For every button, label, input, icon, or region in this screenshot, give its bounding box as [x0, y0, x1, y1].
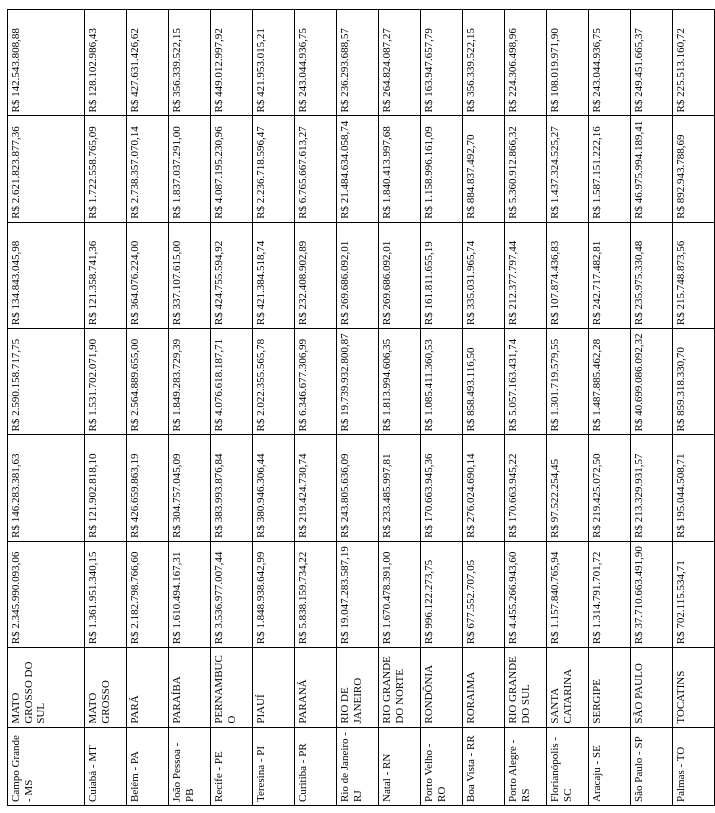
- value-cell-5: R$ 5.360.912.866,32: [505, 116, 547, 222]
- value-cell-2: R$ 380.946.306,44: [253, 435, 295, 541]
- state-cell: SERGIPE: [589, 648, 631, 727]
- state-cell: TOCATINS: [673, 648, 715, 727]
- value-cell-1: R$ 702.115.534,71: [673, 541, 715, 647]
- value-cell-2: R$ 243.805.636,09: [337, 435, 379, 541]
- table-row: [421, 10, 463, 806]
- value-cell-1: R$ 3.536.977.007,44: [211, 541, 253, 647]
- capital-cell: Teresina - PI: [253, 727, 295, 805]
- value-cell-5: R$ 2.738.357.070,14: [127, 116, 169, 222]
- value-cell-6: R$ 243.044.936,75: [589, 10, 631, 116]
- value-cell-6: R$ 128.102.986,43: [85, 10, 127, 116]
- table-row: [253, 10, 295, 806]
- value-cell-3: R$ 5.057.163.431,74: [505, 329, 547, 435]
- value-cell-5: R$ 892.943.788,69: [673, 116, 715, 222]
- state-cell: PARÁ: [127, 648, 169, 727]
- value-cell-2: R$ 146.283.381,63: [8, 435, 85, 541]
- value-cell-2: R$ 276.024.690,14: [463, 435, 505, 541]
- value-cell-1: R$ 2.345.990.093,06: [8, 541, 85, 647]
- capital-cell: Natal - RN: [379, 727, 421, 805]
- value-cell-6: R$ 224.306.498,96: [505, 10, 547, 116]
- table-body: [8, 10, 715, 806]
- value-cell-3: R$ 858.493.116,50: [463, 329, 505, 435]
- value-cell-5: R$ 46.975.994.189,41: [631, 116, 673, 222]
- value-cell-2: R$ 233.485.997,81: [379, 435, 421, 541]
- capital-cell: João Pessoa - PB: [169, 727, 211, 805]
- value-cell-3: R$ 1.849.283.729,39: [169, 329, 211, 435]
- table-row: [631, 10, 673, 806]
- value-cell-2: R$ 383.993.876,84: [211, 435, 253, 541]
- value-cell-1: R$ 1.610.494.167,31: [169, 541, 211, 647]
- value-cell-6: R$ 264.824.087,27: [379, 10, 421, 116]
- value-cell-3: R$ 40.699.086.092,32: [631, 329, 673, 435]
- state-cell: RORAIMA: [463, 648, 505, 727]
- municipal-finance-table: [7, 9, 715, 806]
- value-cell-5: R$ 6.765.667.613,27: [295, 116, 337, 222]
- value-cell-2: R$ 97.522.254,45: [547, 435, 589, 541]
- value-cell-4: R$ 107.874.436,83: [547, 222, 589, 328]
- value-cell-4: R$ 335.031.965,74: [463, 222, 505, 328]
- value-cell-1: R$ 996.122.273,75: [421, 541, 463, 647]
- value-cell-5: R$ 884.837.492,70: [463, 116, 505, 222]
- value-cell-3: R$ 2.564.889.655,00: [127, 329, 169, 435]
- capital-cell: Palmas - TO: [673, 727, 715, 805]
- value-cell-3: R$ 1.301.719.579,55: [547, 329, 589, 435]
- capital-cell: Porto Alegre - RS: [505, 727, 547, 805]
- value-cell-6: R$ 243.044.936,75: [295, 10, 337, 116]
- value-cell-4: R$ 161.811.655,19: [421, 222, 463, 328]
- value-cell-6: R$ 163.947.657,79: [421, 10, 463, 116]
- value-cell-2: R$ 304.757.045,09: [169, 435, 211, 541]
- value-cell-1: R$ 5.838.159.734,22: [295, 541, 337, 647]
- value-cell-6: R$ 449.012.997,92: [211, 10, 253, 116]
- value-cell-3: R$ 1.813.994.606,35: [379, 329, 421, 435]
- table-row: [505, 10, 547, 806]
- table-row: [8, 10, 85, 806]
- value-cell-5: R$ 4.087.195.230,96: [211, 116, 253, 222]
- table-row: [379, 10, 421, 806]
- value-cell-3: R$ 6.346.677.306,99: [295, 329, 337, 435]
- value-cell-2: R$ 219.425.072,50: [589, 435, 631, 541]
- value-cell-2: R$ 426.659.863,19: [127, 435, 169, 541]
- value-cell-6: R$ 249.451.665,37: [631, 10, 673, 116]
- table-row: [547, 10, 589, 806]
- capital-cell: Recife - PE: [211, 727, 253, 805]
- value-cell-4: R$ 235.975.330,48: [631, 222, 673, 328]
- value-cell-6: R$ 421.953.015,21: [253, 10, 295, 116]
- state-cell: RONDÔNIA: [421, 648, 463, 727]
- value-cell-6: R$ 427.631.426,62: [127, 10, 169, 116]
- value-cell-2: R$ 170.663.945,36: [421, 435, 463, 541]
- value-cell-3: R$ 859.318.330,70: [673, 329, 715, 435]
- value-cell-5: R$ 1.840.413.997,68: [379, 116, 421, 222]
- capital-cell: Porto Velho - RO: [421, 727, 463, 805]
- state-cell: PIAUÍ: [253, 648, 295, 727]
- table-row: [85, 10, 127, 806]
- capital-cell: Boa Vista - RR: [463, 727, 505, 805]
- value-cell-6: R$ 356.339.522,15: [169, 10, 211, 116]
- table-row: [337, 10, 379, 806]
- value-cell-1: R$ 677.552.707,05: [463, 541, 505, 647]
- value-cell-4: R$ 215.748.873,56: [673, 222, 715, 328]
- state-cell: RIO DE JANEIRO: [337, 648, 379, 727]
- value-cell-3: R$ 4.076.618.187,71: [211, 329, 253, 435]
- capital-cell: Rio de Janeiro - RJ: [337, 727, 379, 805]
- value-cell-6: R$ 356.339.522,15: [463, 10, 505, 116]
- state-cell: SANTA CATARINA: [547, 648, 589, 727]
- value-cell-6: R$ 108.019.971,90: [547, 10, 589, 116]
- value-cell-6: R$ 236.293.688,57: [337, 10, 379, 116]
- value-cell-5: R$ 1.437.324.525,27: [547, 116, 589, 222]
- state-cell: RIO GRANDE DO SUL: [505, 648, 547, 727]
- capital-cell: Campo Grande - MS: [8, 727, 85, 805]
- value-cell-4: R$ 269.686.092,01: [379, 222, 421, 328]
- state-cell: PARANÁ: [295, 648, 337, 727]
- table-row: [463, 10, 505, 806]
- capital-cell: Belém - PA: [127, 727, 169, 805]
- value-cell-4: R$ 337.107.615,00: [169, 222, 211, 328]
- capital-cell: Curitiba - PR: [295, 727, 337, 805]
- state-cell: MATO GROSSO DO SUL: [8, 648, 85, 727]
- value-cell-1: R$ 37.710.663.491,90: [631, 541, 673, 647]
- value-cell-4: R$ 424.755.594,92: [211, 222, 253, 328]
- capital-cell: Aracaju - SE: [589, 727, 631, 805]
- table-row: [169, 10, 211, 806]
- table-row: [211, 10, 253, 806]
- value-cell-1: R$ 4.455.266.943,60: [505, 541, 547, 647]
- table-row: [295, 10, 337, 806]
- value-cell-4: R$ 269.686.092,01: [337, 222, 379, 328]
- capital-cell: Cuiabá - MT: [85, 727, 127, 805]
- value-cell-1: R$ 1.157.840.765,94: [547, 541, 589, 647]
- value-cell-3: R$ 1.487.885.462,28: [589, 329, 631, 435]
- table-row: [673, 10, 715, 806]
- value-cell-2: R$ 195.044.508,71: [673, 435, 715, 541]
- value-cell-5: R$ 2.621.823.877,36: [8, 116, 85, 222]
- value-cell-2: R$ 213.329.931,57: [631, 435, 673, 541]
- value-cell-1: R$ 19.047.283.587,19: [337, 541, 379, 647]
- state-cell: PERNAMBUCO: [211, 648, 253, 727]
- value-cell-4: R$ 364.076.224,00: [127, 222, 169, 328]
- value-cell-5: R$ 1.158.996.161,09: [421, 116, 463, 222]
- value-cell-5: R$ 2.236.718.596,47: [253, 116, 295, 222]
- value-cell-4: R$ 212.377.797,44: [505, 222, 547, 328]
- table-row: [127, 10, 169, 806]
- state-cell: PARAÍBA: [169, 648, 211, 727]
- value-cell-4: R$ 242.717.482,81: [589, 222, 631, 328]
- value-cell-2: R$ 219.424.730,74: [295, 435, 337, 541]
- value-cell-4: R$ 421.384.518,74: [253, 222, 295, 328]
- value-cell-2: R$ 121.902.818,10: [85, 435, 127, 541]
- value-cell-4: R$ 232.408.902,89: [295, 222, 337, 328]
- value-cell-5: R$ 1.837.037.291,00: [169, 116, 211, 222]
- value-cell-3: R$ 2.022.355.565,78: [253, 329, 295, 435]
- value-cell-3: R$ 19.739.932.800,87: [337, 329, 379, 435]
- value-cell-1: R$ 1.848.938.642,99: [253, 541, 295, 647]
- state-cell: RIO GRANDE DO NORTE: [379, 648, 421, 727]
- value-cell-4: R$ 134.843.045,98: [8, 222, 85, 328]
- value-cell-6: R$ 142.543.808,88: [8, 10, 85, 116]
- value-cell-1: R$ 1.670.478.391,00: [379, 541, 421, 647]
- value-cell-1: R$ 2.182.798.766,60: [127, 541, 169, 647]
- value-cell-3: R$ 2.590.158.717,75: [8, 329, 85, 435]
- capital-cell: Florianópolis - SC: [547, 727, 589, 805]
- value-cell-4: R$ 121.358.741,36: [85, 222, 127, 328]
- value-cell-3: R$ 1.085.411.360,53: [421, 329, 463, 435]
- value-cell-5: R$ 21.484.634.058,74: [337, 116, 379, 222]
- value-cell-1: R$ 1.361.951.340,15: [85, 541, 127, 647]
- state-cell: MATO GROSSO: [85, 648, 127, 727]
- value-cell-5: R$ 1.722.558.765,09: [85, 116, 127, 222]
- value-cell-3: R$ 1.531.702.071,90: [85, 329, 127, 435]
- value-cell-5: R$ 1.587.151.222,16: [589, 116, 631, 222]
- value-cell-1: R$ 1.314.791.701,72: [589, 541, 631, 647]
- value-cell-2: R$ 170.663.945,22: [505, 435, 547, 541]
- state-cell: SÃO PAULO: [631, 648, 673, 727]
- capital-cell: São Paulo - SP: [631, 727, 673, 805]
- value-cell-6: R$ 225.513.160,72: [673, 10, 715, 116]
- table-row: [589, 10, 631, 806]
